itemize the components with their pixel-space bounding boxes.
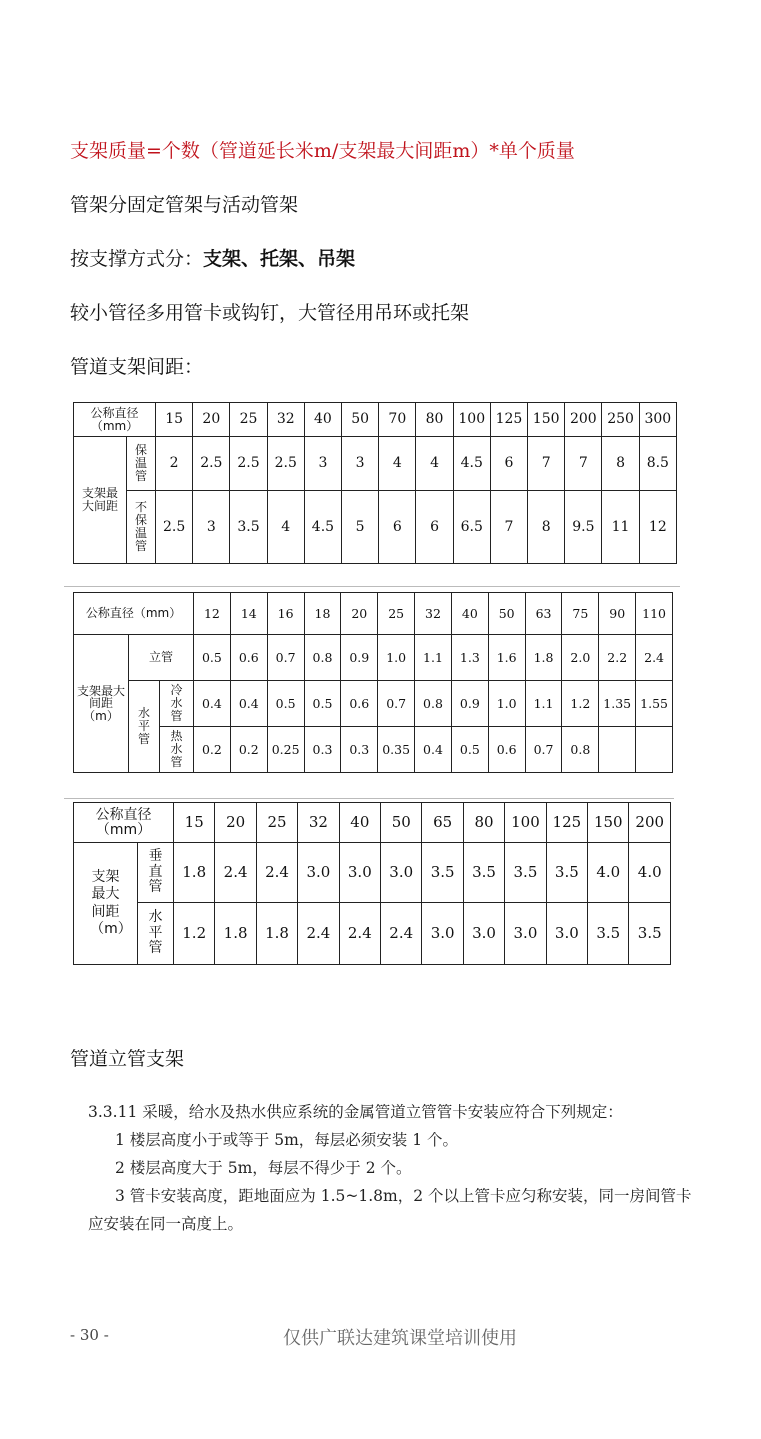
spacing-table-2 bbox=[73, 592, 673, 773]
table-cell: 2.5 bbox=[267, 437, 304, 491]
table-2-col: 63 bbox=[525, 593, 562, 635]
table-cell: 4.5 bbox=[453, 437, 490, 491]
table-cell: 3.0 bbox=[339, 843, 380, 903]
table-cell: 2.0 bbox=[562, 635, 599, 681]
table-2-row-label: 立管 bbox=[129, 635, 194, 681]
table-row bbox=[74, 903, 671, 965]
table-cell: 12 bbox=[639, 491, 676, 564]
table-row bbox=[74, 635, 673, 681]
table-3-col: 20 bbox=[215, 803, 256, 843]
table-cell: 3.0 bbox=[422, 903, 463, 965]
table-2-col: 90 bbox=[599, 593, 636, 635]
table-cell: 0.5 bbox=[451, 727, 488, 773]
table-cell: 2.2 bbox=[599, 635, 636, 681]
page-number: - 30 - bbox=[70, 1326, 109, 1344]
table-1-col: 25 bbox=[230, 403, 267, 437]
table-cell: 0.25 bbox=[267, 727, 304, 773]
table-cell: 2.5 bbox=[193, 437, 230, 491]
table-cell: 0.8 bbox=[562, 727, 599, 773]
table-cell: 8 bbox=[602, 437, 639, 491]
spacing-table-1 bbox=[73, 402, 677, 564]
table-cell: 6 bbox=[379, 491, 416, 564]
table-row bbox=[74, 727, 673, 773]
table-row bbox=[74, 437, 677, 491]
table-3-col: 200 bbox=[629, 803, 671, 843]
table-2-col: 110 bbox=[636, 593, 673, 635]
section-title: 管道立管支架 bbox=[70, 1048, 185, 1070]
table-2-row-group-label: 支架最大间距（m） bbox=[74, 635, 129, 773]
table-1-col: 32 bbox=[267, 403, 304, 437]
table-cell: 2 bbox=[156, 437, 193, 491]
table-cell: 1.6 bbox=[488, 635, 525, 681]
table-cell: 1.8 bbox=[174, 843, 215, 903]
table-cell: 3 bbox=[304, 437, 341, 491]
table-cell: 0.6 bbox=[230, 635, 267, 681]
table-cell: 4 bbox=[267, 491, 304, 564]
spacing-table-3 bbox=[73, 802, 671, 965]
table-1-col: 15 bbox=[156, 403, 193, 437]
table-cell: 0.7 bbox=[525, 727, 562, 773]
table-cell: 4 bbox=[379, 437, 416, 491]
table-1-col: 70 bbox=[379, 403, 416, 437]
table-3-col: 50 bbox=[381, 803, 422, 843]
table-1-row-group-label: 支架最大间距 bbox=[74, 437, 127, 564]
table-cell: 0.3 bbox=[304, 727, 341, 773]
table-2-col: 12 bbox=[194, 593, 231, 635]
table-cell: 0.2 bbox=[194, 727, 231, 773]
table-cell: 6 bbox=[416, 491, 453, 564]
table-cell: 1.2 bbox=[562, 681, 599, 727]
table-cell: 0.3 bbox=[341, 727, 378, 773]
table-cell: 0.5 bbox=[194, 635, 231, 681]
table-2-col: 75 bbox=[562, 593, 599, 635]
table-row bbox=[74, 681, 673, 727]
table-cell: 1.1 bbox=[415, 635, 452, 681]
table-1-col: 300 bbox=[639, 403, 676, 437]
table-cell: 3.5 bbox=[422, 843, 463, 903]
table-cell: 3.5 bbox=[546, 843, 587, 903]
table-cell: 0.5 bbox=[267, 681, 304, 727]
table-1-col: 125 bbox=[490, 403, 527, 437]
standard-clause-item-1: 1 楼层高度小于或等于 5m，每层必须安装 1 个。 bbox=[115, 1131, 458, 1149]
table-cell: 7 bbox=[528, 437, 565, 491]
table-3-col: 32 bbox=[298, 803, 339, 843]
table-cell: 3.5 bbox=[230, 491, 267, 564]
table-cell: 8 bbox=[528, 491, 565, 564]
table-cell: 0.4 bbox=[415, 727, 452, 773]
table-2-col: 32 bbox=[415, 593, 452, 635]
table-1-col: 80 bbox=[416, 403, 453, 437]
table-2-col: 50 bbox=[488, 593, 525, 635]
standard-clause-item-2: 2 楼层高度大于 5m，每层不得少于 2 个。 bbox=[115, 1159, 412, 1177]
table-1-col: 250 bbox=[602, 403, 639, 437]
table-cell: 11 bbox=[602, 491, 639, 564]
table-cell: 4 bbox=[416, 437, 453, 491]
text-line-2 bbox=[70, 244, 355, 271]
table-cell: 2.4 bbox=[381, 903, 422, 965]
table-cell: 2.4 bbox=[256, 843, 297, 903]
table-3-col: 40 bbox=[339, 803, 380, 843]
support-weight-formula: 支架质量=个数（管道延长米m/支架最大间距m）*单个质量 bbox=[70, 140, 575, 162]
standard-clause-item-3: 3 管卡安装高度，距地面应为 1.5~1.8m，2 个以上管卡应匀称安装，同一房间管卡 bbox=[115, 1187, 692, 1205]
table-cell: 3.5 bbox=[463, 843, 504, 903]
table-1-col: 20 bbox=[193, 403, 230, 437]
standard-clause-item-3-cont: 应安装在同一高度上。 bbox=[88, 1215, 244, 1233]
table-1-row-label: 不保温管 bbox=[127, 491, 156, 564]
table-cell: 0.4 bbox=[230, 681, 267, 727]
table-cell: 0.4 bbox=[194, 681, 231, 727]
table-2-col: 14 bbox=[230, 593, 267, 635]
table-cell: 1.8 bbox=[215, 903, 256, 965]
table-2-col: 20 bbox=[341, 593, 378, 635]
table-3-col: 150 bbox=[588, 803, 629, 843]
table-cell: 3.5 bbox=[588, 903, 629, 965]
table-cell: 0.8 bbox=[304, 635, 341, 681]
table-cell: 9.5 bbox=[565, 491, 602, 564]
table-2-row-label: 热水管 bbox=[160, 727, 194, 773]
table-cell: 2.5 bbox=[156, 491, 193, 564]
table-cell: 3.5 bbox=[505, 843, 546, 903]
table-1-header-row bbox=[74, 403, 677, 437]
table-cell: 0.7 bbox=[267, 635, 304, 681]
table-cell: 3.0 bbox=[298, 843, 339, 903]
table-row bbox=[74, 843, 671, 903]
table-3-col: 125 bbox=[546, 803, 587, 843]
table-2-header-label: 公称直径（mm） bbox=[74, 593, 194, 635]
table-cell: 0.7 bbox=[378, 681, 415, 727]
table-cell bbox=[599, 727, 636, 773]
table-2-col: 40 bbox=[451, 593, 488, 635]
table-2-horizontal-label: 水平管 bbox=[129, 681, 160, 773]
table-cell: 3.0 bbox=[546, 903, 587, 965]
table-cell: 2.5 bbox=[230, 437, 267, 491]
table-3-row-label: 水平管 bbox=[138, 903, 174, 965]
table-cell: 1.0 bbox=[378, 635, 415, 681]
standard-clause-title: 3.3.11 采暖，给水及热水供应系统的金属管道立管管卡安装应符合下列规定： bbox=[88, 1103, 623, 1121]
table-3-row-group-label: 支架最大间距（m） bbox=[74, 843, 138, 965]
table-2-col: 18 bbox=[304, 593, 341, 635]
text-line-2-bold: 支架、托架、吊架 bbox=[203, 248, 356, 270]
table-cell: 2.4 bbox=[215, 843, 256, 903]
table-1-col: 40 bbox=[304, 403, 341, 437]
table-1-row-label: 保温管 bbox=[127, 437, 156, 491]
text-line-3: 较小管径多用管卡或钩钉，大管径用吊环或托架 bbox=[70, 302, 470, 324]
table-row bbox=[74, 491, 677, 564]
table-cell: 0.35 bbox=[378, 727, 415, 773]
scan-divider bbox=[64, 586, 680, 587]
table-cell: 1.55 bbox=[636, 681, 673, 727]
table-cell: 1.2 bbox=[174, 903, 215, 965]
table-3-col: 25 bbox=[256, 803, 297, 843]
table-3-col: 15 bbox=[174, 803, 215, 843]
table-2-header-row bbox=[74, 593, 673, 635]
table-cell: 3 bbox=[342, 437, 379, 491]
table-3-row-label: 垂直管 bbox=[138, 843, 174, 903]
table-cell: 1.1 bbox=[525, 681, 562, 727]
text-line-4: 管道支架间距： bbox=[70, 356, 204, 378]
table-cell bbox=[636, 727, 673, 773]
table-cell: 1.8 bbox=[525, 635, 562, 681]
scan-divider bbox=[64, 798, 674, 799]
table-cell: 5 bbox=[342, 491, 379, 564]
text-line-2-prefix: 按支撑方式分： bbox=[70, 248, 204, 270]
table-1-col: 150 bbox=[528, 403, 565, 437]
table-cell: 1.35 bbox=[599, 681, 636, 727]
table-2-col: 25 bbox=[378, 593, 415, 635]
table-cell: 0.8 bbox=[415, 681, 452, 727]
table-cell: 4.0 bbox=[588, 843, 629, 903]
table-3-col: 100 bbox=[505, 803, 546, 843]
table-3-header-label: 公称直径（mm） bbox=[74, 803, 174, 843]
table-cell: 4.0 bbox=[629, 843, 671, 903]
table-cell: 1.8 bbox=[256, 903, 297, 965]
table-cell: 0.9 bbox=[451, 681, 488, 727]
table-1-col: 100 bbox=[453, 403, 490, 437]
table-cell: 0.6 bbox=[341, 681, 378, 727]
table-cell: 1.3 bbox=[451, 635, 488, 681]
table-cell: 3.0 bbox=[463, 903, 504, 965]
footer-note: 仅供广联达建筑课堂培训使用 bbox=[283, 1328, 517, 1349]
table-2-col: 16 bbox=[267, 593, 304, 635]
table-3-header-row bbox=[74, 803, 671, 843]
table-cell: 8.5 bbox=[639, 437, 676, 491]
table-3-col: 80 bbox=[463, 803, 504, 843]
table-cell: 7 bbox=[490, 491, 527, 564]
table-cell: 2.4 bbox=[339, 903, 380, 965]
table-2-row-label: 冷水管 bbox=[160, 681, 194, 727]
table-cell: 2.4 bbox=[298, 903, 339, 965]
table-cell: 3 bbox=[193, 491, 230, 564]
table-1-header-label: 公称直径（mm） bbox=[74, 403, 156, 437]
table-cell: 1.0 bbox=[488, 681, 525, 727]
table-cell: 3.5 bbox=[629, 903, 671, 965]
table-cell: 4.5 bbox=[304, 491, 341, 564]
table-cell: 6.5 bbox=[453, 491, 490, 564]
table-1-col: 50 bbox=[342, 403, 379, 437]
table-cell: 3.0 bbox=[381, 843, 422, 903]
table-cell: 0.2 bbox=[230, 727, 267, 773]
table-3-col: 65 bbox=[422, 803, 463, 843]
table-cell: 0.9 bbox=[341, 635, 378, 681]
table-cell: 2.4 bbox=[636, 635, 673, 681]
text-line-1: 管架分固定管架与活动管架 bbox=[70, 194, 299, 216]
table-cell: 7 bbox=[565, 437, 602, 491]
table-cell: 0.6 bbox=[488, 727, 525, 773]
table-1-col: 200 bbox=[565, 403, 602, 437]
table-cell: 0.5 bbox=[304, 681, 341, 727]
table-cell: 6 bbox=[490, 437, 527, 491]
table-cell: 3.0 bbox=[505, 903, 546, 965]
